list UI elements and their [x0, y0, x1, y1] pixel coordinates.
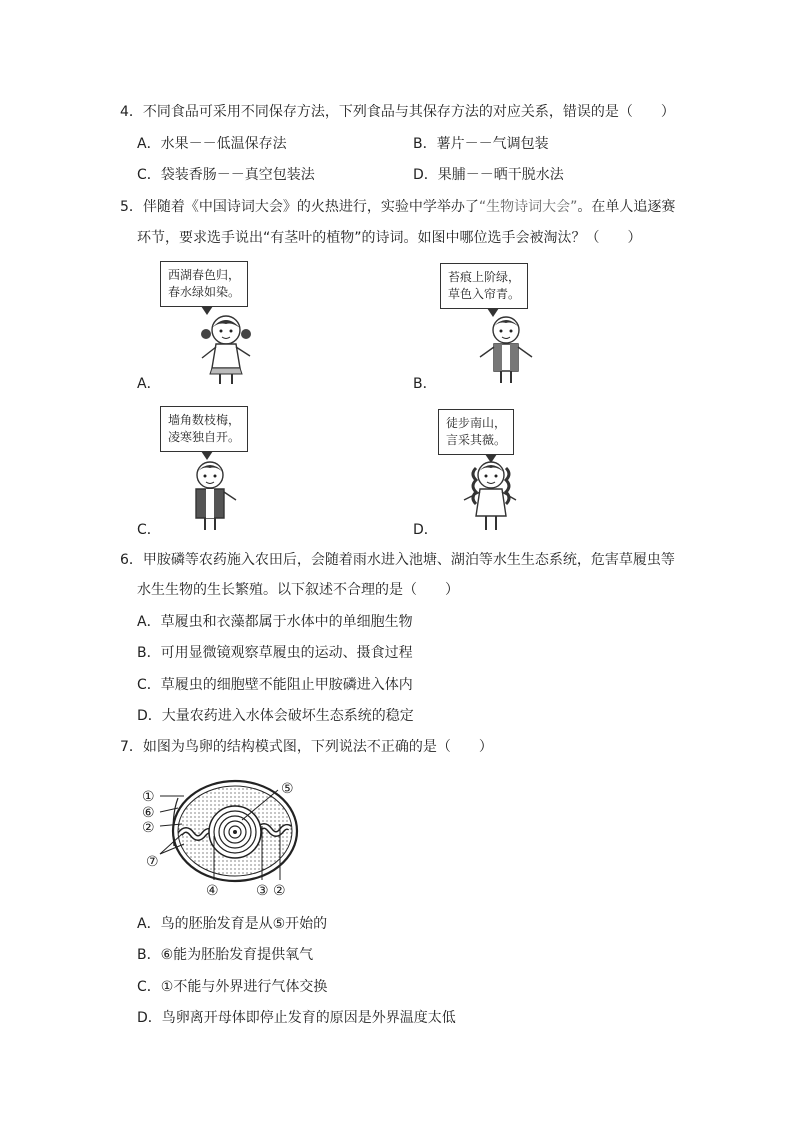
q4-option-a: A．水果－－低温保存法: [137, 136, 287, 152]
q7-option-a: A．鸟的胚胎发育是从⑤开始的: [137, 916, 328, 932]
q4-option-c: C．袋装香肠－－真空包装法: [137, 167, 315, 183]
panel-d-label: D．: [413, 522, 438, 538]
q5-stem-part1: 5．伴随着《中国诗词大会》的火热进行，实验中学举办了: [120, 199, 479, 215]
bird-egg-structure-diagram: [138, 776, 318, 900]
panel-a-poem-line2: 春水绿如染。: [168, 285, 241, 299]
q6-stem-line2: 水生生物的生长繁殖。以下叙述不合理的是（ ）: [137, 582, 459, 598]
panel-a-speech-bubble: [160, 261, 248, 307]
panel-b-poem-line1: 苔痕上阶绿，: [448, 270, 521, 284]
panel-a-label: A．: [137, 376, 161, 392]
girl-with-pigtails-icon: [196, 312, 260, 386]
label-7: ⑦: [146, 854, 159, 870]
label-3: ③: [256, 883, 269, 899]
label-2-right: ②: [273, 883, 286, 899]
panel-c-poem-line2: 凌寒独自开。: [168, 430, 241, 444]
q5-stem-part2: 。在单人追逐赛: [577, 199, 676, 215]
q6-option-a: A．草履虫和衣藻都属于水体中的单细胞生物: [137, 614, 413, 630]
panel-d-speech-bubble: [438, 409, 514, 455]
q7-option-b: B．⑥能为胚胎发育提供氧气: [137, 947, 314, 963]
label-1: ①: [142, 789, 155, 805]
q5-stem-line2: 环节，要求选手说出“有茎叶的植物”的诗词。如图中哪位选手会被淘汰？（ ）: [137, 230, 642, 246]
panel-b-poem-line2: 草色入帘青。: [448, 287, 521, 301]
q4-option-d: D．果脯－－晒干脱水法: [413, 167, 564, 183]
boy-with-jacket-icon: [178, 458, 242, 532]
q5-stem-line1: [120, 197, 675, 217]
label-5: ⑤: [281, 781, 294, 797]
panel-a-poem-line1: 西湖春色归，: [168, 268, 241, 282]
q6-stem-line1: 6．甲胺磷等农药施入农田后，会随着雨水进入池塘、湖泊等水生生态系统，危害草履虫等: [120, 552, 675, 568]
girl-with-curls-icon: [456, 458, 526, 532]
boy-with-vest-icon: [474, 313, 538, 385]
panel-d-poem-line1: 徒步南山，: [446, 416, 507, 430]
q6-option-c: C．草履虫的细胞壁不能阻止甲胺磷进入体内: [137, 677, 413, 693]
q7-option-c: C．①不能与外界进行气体交换: [137, 979, 328, 995]
panel-b-speech-bubble: [440, 263, 528, 309]
panel-c-speech-bubble: [160, 406, 248, 452]
label-6: ⑥: [142, 805, 155, 821]
q4-option-b: B．薯片－－气调包装: [413, 136, 549, 152]
panel-c-poem-line1: 墙角数枝梅，: [168, 413, 241, 427]
panel-b-label: B．: [413, 376, 437, 392]
label-2-left: ②: [142, 820, 155, 836]
q6-option-d: D．大量农药进入水体会破坏生态系统的稳定: [137, 708, 414, 724]
q7-stem: 7．如图为鸟卵的结构模式图，下列说法不正确的是（ ）: [120, 739, 493, 755]
q5-stem-quote: “生物诗词大会”: [478, 199, 578, 215]
q7-option-d: D．鸟卵离开母体即停止发育的原因是外界温度太低: [137, 1010, 456, 1026]
panel-d-poem-line2: 言采其薇。: [446, 433, 507, 447]
q6-option-b: B．可用显微镜观察草履虫的运动、摄食过程: [137, 645, 413, 661]
panel-c-label: C．: [137, 522, 161, 538]
q4-stem: 4．不同食品可采用不同保存方法，下列食品与其保存方法的对应关系，错误的是（ ）: [120, 104, 675, 120]
label-4: ④: [206, 883, 219, 899]
